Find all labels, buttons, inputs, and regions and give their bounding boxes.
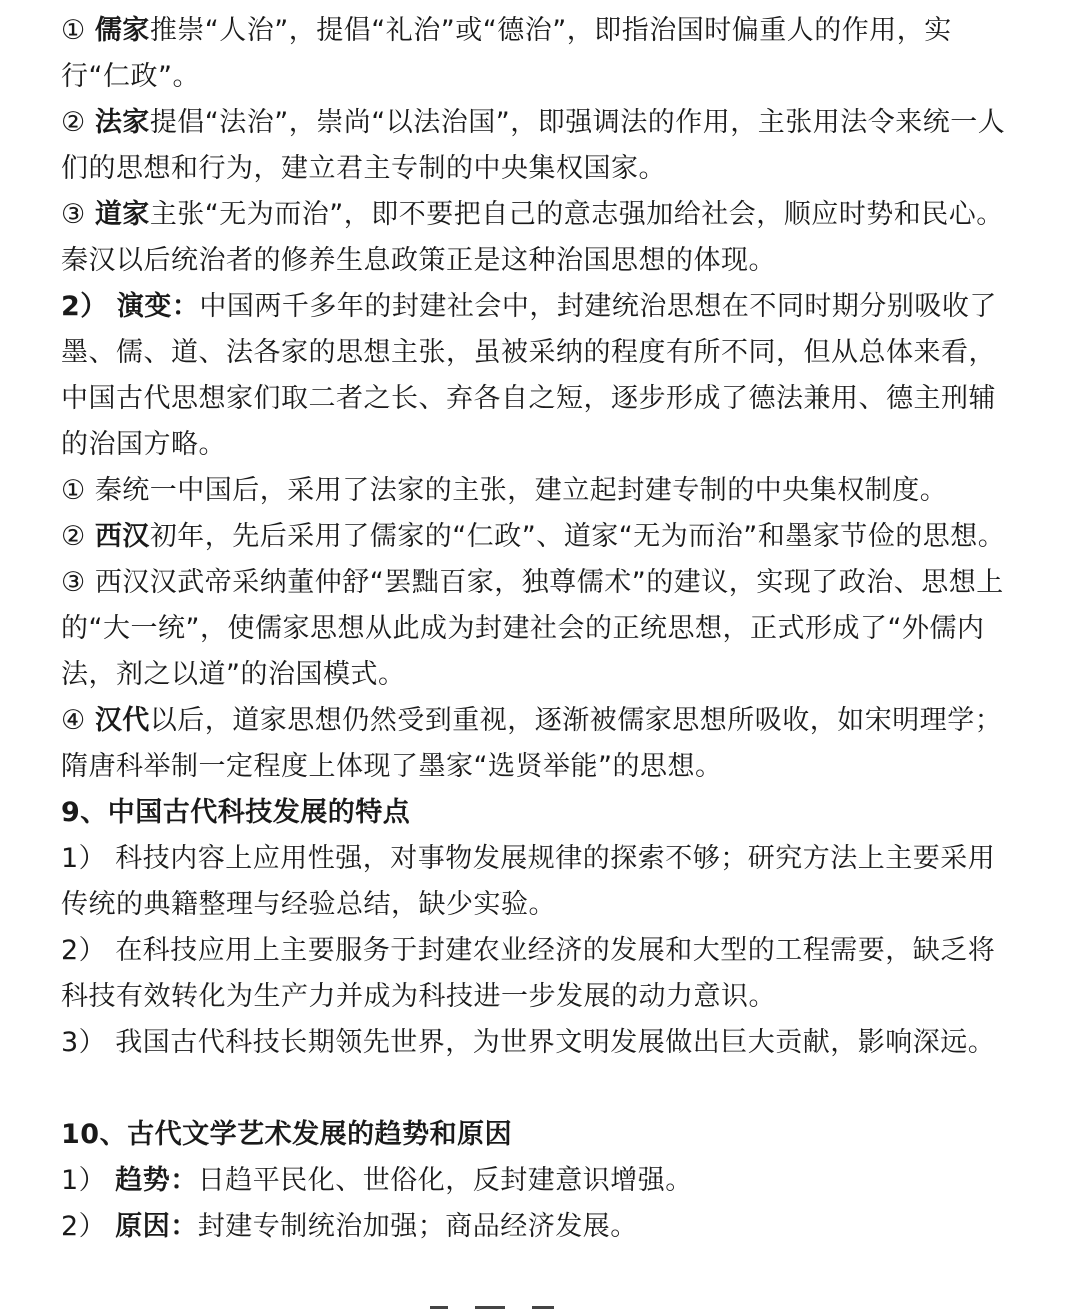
- paragraph-text: 在科技应用上主要服务于封建农业经济的发展和大型的工程需要，缺乏将科技有效转化为生产力并成为科技进一步发展的动力意识。: [61, 935, 996, 1012]
- paragraph-after-han: [61, 698, 1021, 790]
- paragraph-text: 西汉汉武帝采纳董仲舒“罢黜百家，独尊儒术”的建议，实现了政治、思想上的“大一统”，使儒家思想从此成为封建社会的正统思想，正式形成了“外儒内法，剂之以道”的治国模式。: [61, 567, 1004, 690]
- section-10-heading: 10、古代文学艺术发展的趋势和原因: [61, 1119, 513, 1150]
- paragraph-text: 封建专制统治加强；商品经济发展。: [197, 1211, 638, 1242]
- item-marker: 1）: [61, 843, 107, 874]
- paragraph-text: 中国两千多年的封建社会中，封建统治思想在不同时期分别吸收了墨、儒、道、法各家的思想主张，虽被采纳的程度有所不同，但从总体来看，中国古代思想家们取二者之长、弃各自之短，逐步形成了德法兼用、德主刑辅的治国方略。: [61, 291, 997, 460]
- paragraph-text: 秦统一中国后，采用了法家的主张，建立起封建专制的中央集权制度。: [94, 475, 948, 506]
- dynasty-name: 汉代: [94, 705, 150, 736]
- paragraph-qin: [61, 468, 1021, 514]
- paragraph-text: 推崇“人治”，提倡“礼治”或“德治”，即指治国时偏重人的作用，实行“仁政”。: [61, 15, 952, 92]
- paragraph-text: 科技内容上应用性强，对事物发展规律的探索不够；研究方法上主要采用传统的典籍整理与经验总结，缺少实验。: [61, 843, 996, 920]
- school-name: 法家: [94, 107, 150, 138]
- item-marker: ③: [61, 567, 86, 598]
- item-marker: ①: [61, 475, 86, 506]
- item-marker: ②: [61, 107, 86, 138]
- paragraph-western-han: [61, 514, 1021, 560]
- section-9-heading: 9、中国古代科技发展的特点: [61, 797, 411, 828]
- item-marker: 2）: [61, 1211, 107, 1242]
- subheading-label: 演变：: [116, 291, 200, 322]
- item-marker: ④: [61, 705, 86, 736]
- footer-glyph-fragment: [430, 1306, 448, 1309]
- page-footer-cutoff: [430, 1306, 630, 1314]
- school-name: 道家: [94, 199, 150, 230]
- paragraph-evolution: [61, 284, 1021, 468]
- section-9-item-1: [61, 836, 1021, 928]
- item-marker: ②: [61, 521, 86, 552]
- item-marker: ③: [61, 199, 86, 230]
- subheading-label: 趋势：: [115, 1165, 198, 1196]
- section-spacer: [61, 1066, 1021, 1112]
- item-marker: 1）: [61, 1165, 107, 1196]
- paragraph-text: 提倡“法治”，崇尚“以法治国”，即强调法的作用，主张用法令来统一人们的思想和行为，建立君主专制的中央集权国家。: [61, 107, 1006, 184]
- footer-glyph-fragment: [475, 1306, 505, 1309]
- item-marker: 3）: [61, 1027, 107, 1058]
- paragraph-text: 初年，先后采用了儒家的“仁政”、道家“无为而治”和墨家节俭的思想。: [149, 521, 1006, 552]
- item-marker: 2）: [61, 935, 107, 966]
- paragraph-taoism: [61, 192, 1021, 284]
- footer-glyph-fragment: [532, 1306, 554, 1309]
- paragraph-text: 主张“无为而治”，即不要把自己的意志强加给社会，顺应时势和民心。秦汉以后统治者的修养生息政策正是这种治国思想的体现。: [61, 199, 1004, 276]
- section-9-item-2: [61, 928, 1021, 1020]
- section-9-item-3: [61, 1020, 1021, 1066]
- subheading-label: 原因：: [115, 1211, 198, 1242]
- paragraph-emperor-wu: [61, 560, 1021, 698]
- paragraph-text: 以后，道家思想仍然受到重视，逐渐被儒家思想所吸收，如宋明理学；隋唐科举制一定程度上体现了墨家“选贤举能”的思想。: [61, 705, 1003, 782]
- paragraph-confucianism: [61, 8, 1021, 100]
- paragraph-legalism: [61, 100, 1021, 192]
- paragraph-text: 日趋平民化、世俗化，反封建意识增强。: [197, 1165, 693, 1196]
- paragraph-text: 我国古代科技长期领先世界，为世界文明发展做出巨大贡献，影响深远。: [115, 1027, 996, 1058]
- item-marker: 2）: [61, 291, 108, 322]
- document-body: [61, 8, 1021, 1250]
- dynasty-name: 西汉: [94, 521, 150, 552]
- school-name: 儒家: [94, 15, 150, 46]
- item-marker: ①: [61, 15, 86, 46]
- section-10-item-2: [61, 1204, 1021, 1250]
- section-10-item-1: [61, 1158, 1021, 1204]
